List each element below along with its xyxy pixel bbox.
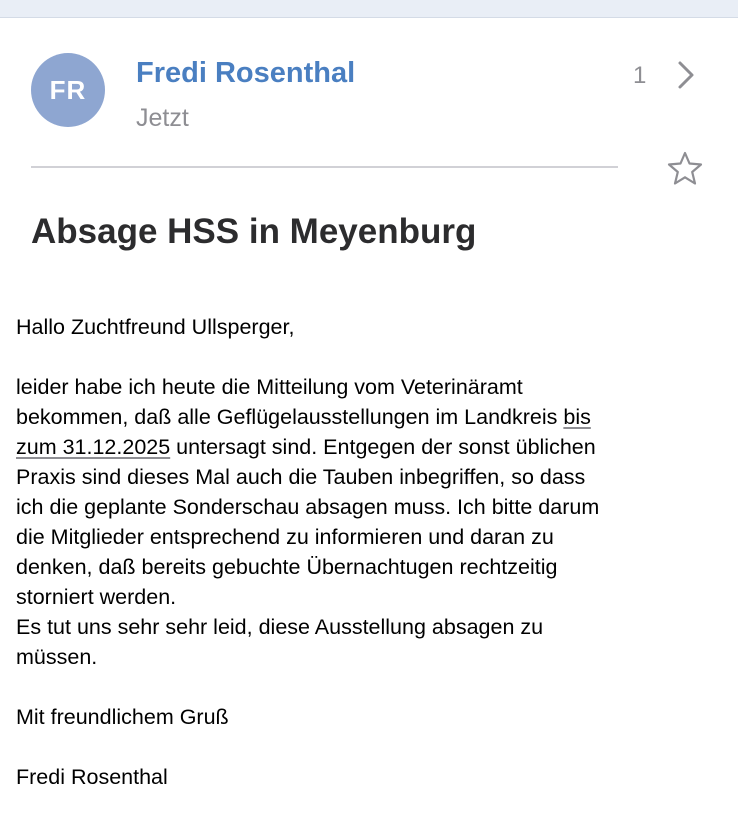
- body-line: storniert werden.: [16, 585, 177, 609]
- date-link[interactable]: zum 31.12.2025: [16, 435, 171, 459]
- date-link[interactable]: bis: [563, 405, 591, 429]
- greeting: Hallo Zuchtfreund Ullsperger,: [16, 315, 295, 339]
- body-line: [16, 402, 726, 432]
- body-text: untersagt sind. Entgegen der sonst üblichen: [170, 435, 596, 459]
- body-line: ich die geplante Sonderschau absagen muss. Ich bitte darum: [16, 495, 600, 519]
- chevron-right-icon[interactable]: [672, 59, 700, 91]
- signature: Fredi Rosenthal: [16, 765, 168, 789]
- body-line: die Mitglieder entsprechend zu informieren und daran zu: [16, 525, 554, 549]
- body-line: denken, daß bereits gebuchte Übernachtugen rechtzeitig: [16, 555, 558, 579]
- sent-time: Jetzt: [136, 104, 189, 132]
- sender-avatar[interactable]: [31, 53, 105, 127]
- body-text: bekommen, daß alle Geflügelausstellungen im Landkreis: [16, 405, 564, 429]
- star-icon[interactable]: [666, 150, 704, 186]
- body-line: müssen.: [16, 645, 98, 669]
- body-line: Praxis sind dieses Mal auch die Tauben inbegriffen, so dass: [16, 465, 586, 489]
- closing: Mit freundlichem Gruß: [16, 705, 229, 729]
- body-line: Es tut uns sehr sehr leid, diese Ausstellung absagen zu: [16, 615, 544, 639]
- thread-count: 1: [633, 62, 647, 89]
- body-line: leider habe ich heute die Mitteilung vom Veterinäramt: [16, 375, 523, 399]
- avatar-initials: FR: [49, 74, 87, 105]
- email-subject: Absage HSS in Meyenburg: [31, 212, 477, 251]
- body-line: [16, 432, 726, 462]
- message-header: [0, 17, 738, 152]
- sender-name[interactable]: Fredi Rosenthal: [136, 57, 356, 89]
- top-strip: [0, 0, 738, 18]
- header-divider: [31, 166, 618, 168]
- email-body: [16, 312, 726, 792]
